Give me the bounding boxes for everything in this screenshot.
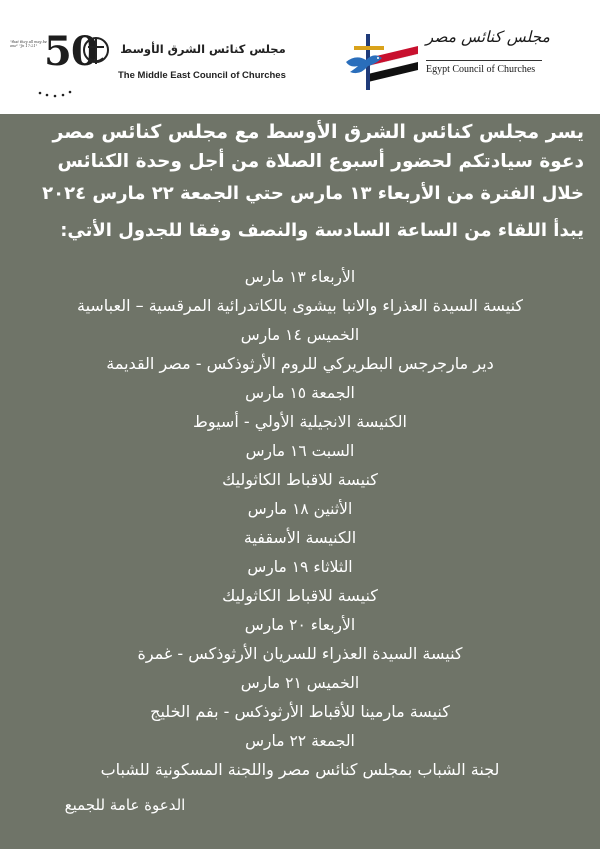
schedule-date: الجمعة ٢٢ مارس	[245, 732, 355, 750]
schedule-date: السبت ١٦ مارس	[245, 442, 355, 460]
mecc-motto: "that they all may be one" "Jn 17:21"	[10, 40, 47, 48]
schedule-day	[0, 728, 600, 786]
schedule-date: الأربعاء ١٣ مارس	[244, 268, 356, 286]
intro-line-4: يبدأ اللقاء من الساعة السادسة والنصف وفقا للجدول الأتي:	[60, 220, 584, 241]
mecc-cross-seal-icon	[82, 34, 110, 70]
mecc-english-name: The Middle East Council of Churches	[118, 70, 286, 81]
schedule-date: الثلاثاء ١٩ مارس	[247, 558, 353, 576]
schedule-venue: كنيسة السيدة العذراء والانبا بيشوى بالكاتدرائية المرقسية – العباسية	[76, 296, 524, 315]
header-banner	[0, 0, 600, 114]
intro-line-2: دعوة سيادتكم لحضور أسبوع الصلاة من أجل وحدة الكنائس	[57, 151, 584, 172]
schedule-day	[0, 554, 600, 612]
schedule-venue: لجنة الشباب بمجلس كنائس مصر واللجنة المسكونية للشباب	[100, 760, 500, 779]
ecc-dove-cross-emblem-icon	[338, 28, 418, 94]
schedule-date: الخميس ٢١ مارس	[240, 674, 360, 692]
ecc-underline-divider	[426, 60, 542, 61]
schedule-day	[0, 264, 600, 322]
schedule-venue: كنيسة السيدة العذراء للسريان الأرثوذكس - غمرة	[137, 644, 463, 663]
intro-line-1: يسر مجلس كنائس الشرق الأوسط مع مجلس كنائس مصر	[52, 121, 584, 143]
schedule-date: الخميس ١٤ مارس	[240, 326, 360, 344]
schedule-day	[0, 612, 600, 670]
schedule-venue: كنيسة مارمينا للأقباط الأرثوذكس - بفم الخليج	[150, 702, 450, 721]
intro-line-3: خلال الفترة من الأربعاء ١٣ مارس حتي الجمعة ٢٢ مارس ٢٠٢٤	[42, 183, 584, 204]
schedule-date: الجمعة ١٥ مارس	[245, 384, 355, 402]
ecc-arabic-name: مجلس كنائس مصر	[425, 28, 550, 46]
schedule-venue: كنيسة للاقباط الكاثوليك	[222, 586, 378, 605]
schedule-date: الأربعاء ٢٠ مارس	[244, 616, 356, 634]
schedule-venue: الكنيسة الانجيلية الأولي - أسيوط	[193, 412, 407, 431]
closing-note: الدعوة عامة للجميع	[64, 796, 186, 814]
schedule-day	[0, 380, 600, 438]
schedule-day	[0, 438, 600, 496]
mecc-dots-icon	[36, 84, 76, 98]
schedule-day	[0, 670, 600, 728]
schedule-day	[0, 496, 600, 554]
mecc-arabic-name: مجلس كنائس الشرق الأوسط	[120, 42, 286, 56]
schedule-day	[0, 322, 600, 380]
schedule-venue: كنيسة للاقباط الكاثوليك	[222, 470, 378, 489]
schedule-date: الأثنين ١٨ مارس	[247, 500, 353, 518]
mecc-fifty-mark: 50	[44, 28, 98, 75]
ecc-english-name: Egypt Council of Churches	[426, 64, 536, 75]
schedule-list	[0, 264, 600, 786]
schedule-venue: الكنيسة الأسقفية	[243, 528, 357, 547]
schedule-venue: دير مارجرجس البطريركي للروم الأرثوذكس - مصر القديمة	[106, 354, 494, 373]
